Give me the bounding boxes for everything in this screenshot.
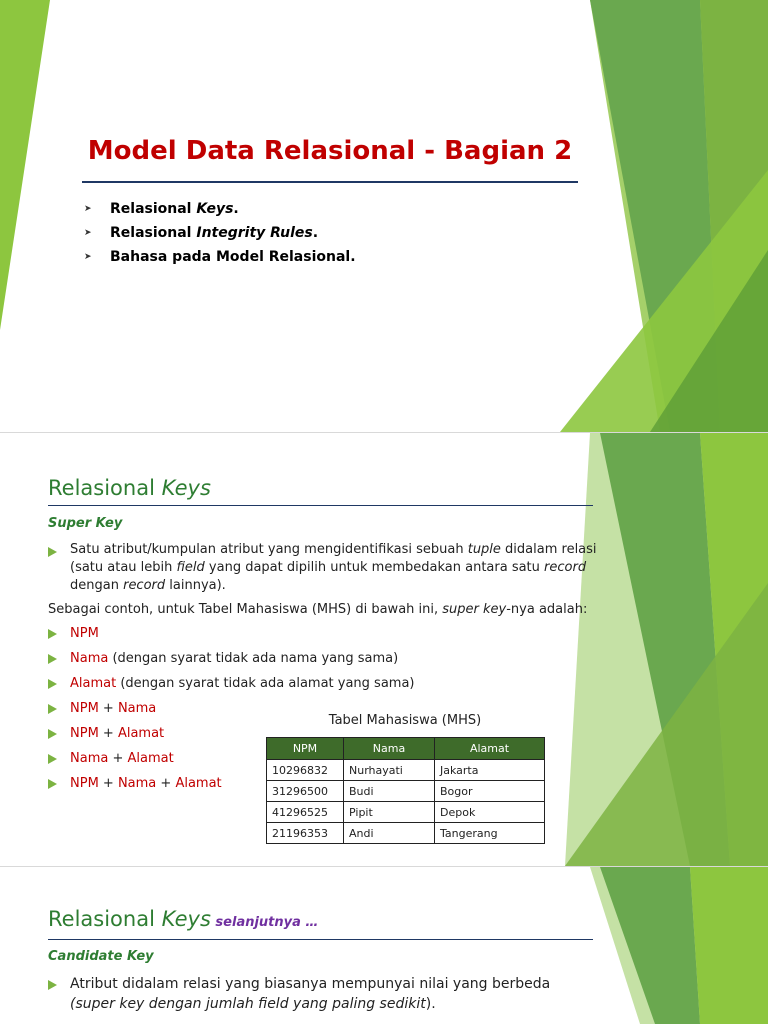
candidate-key-definition: Atribut didalam relasi yang biasanya mempunyai nilai yang berbeda (super key dengan jumlah field yang paling sedikit).	[70, 976, 551, 1012]
triangle-bullet-icon	[48, 654, 57, 664]
list-item: Nama + Alamat	[48, 750, 415, 775]
table-cell: Andi	[344, 823, 435, 844]
list-item: NPM + Nama	[48, 700, 415, 725]
column-header: Nama	[344, 738, 435, 760]
triangle-bullet-icon	[48, 779, 57, 789]
table-header-row	[267, 738, 545, 760]
triangle-bullet-icon	[48, 704, 57, 714]
table-cell: Nurhayati	[344, 760, 435, 781]
table-cell: 10296832	[267, 760, 344, 781]
column-header: NPM	[267, 738, 344, 760]
table-row	[267, 781, 545, 802]
list-item: Nama (dengan syarat tidak ada nama yang sama)	[48, 650, 415, 675]
table-cell: Jakarta	[435, 760, 545, 781]
subheading-super-key: Super Key	[48, 516, 123, 531]
right-stripe-mid	[690, 867, 768, 1024]
outline-item: ➤ Relasional Keys.	[84, 201, 239, 217]
slide-2	[0, 433, 768, 866]
list-item: NPM	[48, 625, 415, 650]
table-cell: Bogor	[435, 781, 545, 802]
example-intro: Sebagai contoh, untuk Tabel Mahasiswa (MHS) di bawah ini, super key-nya adalah:	[48, 602, 588, 617]
section-divider	[48, 939, 593, 940]
triangle-bullet-icon	[48, 980, 57, 990]
arrow-bullet-icon: ➤	[84, 228, 92, 238]
slide-1	[0, 0, 768, 432]
section-divider	[48, 505, 593, 506]
outline-list	[84, 199, 356, 271]
outline-item: ➤ Relasional Integrity Rules.	[84, 225, 319, 241]
slide-3	[0, 867, 768, 1024]
table-cell: Tangerang	[435, 823, 545, 844]
triangle-bullet-icon	[48, 679, 57, 689]
subheading-candidate-key: Candidate Key	[48, 949, 154, 964]
table-cell: Pipit	[344, 802, 435, 823]
arrow-bullet-icon: ➤	[84, 204, 92, 214]
triangle-bullet-icon	[48, 754, 57, 764]
section-title: Relasional Keys	[48, 476, 211, 500]
triangle-bullet-icon	[48, 729, 57, 739]
outline-item: ➤ Bahasa pada Model Relasional.	[84, 249, 356, 265]
list-item: NPM + Alamat	[48, 725, 415, 750]
mahasiswa-table	[266, 737, 545, 844]
table-cell: Depok	[435, 802, 545, 823]
title-divider	[82, 181, 578, 183]
table-row	[267, 823, 545, 844]
section-title: Relasional Keys selanjutnya …	[48, 907, 319, 931]
list-item: Alamat (dengan syarat tidak ada alamat yang sama)	[48, 675, 415, 700]
page-title: Model Data Relasional - Bagian 2	[87, 136, 573, 166]
list-item: NPM + Nama + Alamat	[48, 775, 415, 800]
table-cell: Budi	[344, 781, 435, 802]
arrow-bullet-icon: ➤	[84, 252, 92, 262]
super-key-definition: Satu atribut/kumpulan atribut yang mengidentifikasi sebuah tuple didalam relasi (satu atau lebih field yang dapat dipilih untuk membedakan antara satu record dengan record lainnya).	[70, 542, 597, 593]
table-cell: 41296525	[267, 802, 344, 823]
table-cell: 21196353	[267, 823, 344, 844]
table-row	[267, 760, 545, 781]
table-caption: Tabel Mahasiswa (MHS)	[328, 713, 482, 728]
triangle-bullet-icon	[48, 547, 57, 557]
column-header: Alamat	[435, 738, 545, 760]
triangle-bullet-icon	[48, 629, 57, 639]
table-cell: 31296500	[267, 781, 344, 802]
table-row	[267, 802, 545, 823]
